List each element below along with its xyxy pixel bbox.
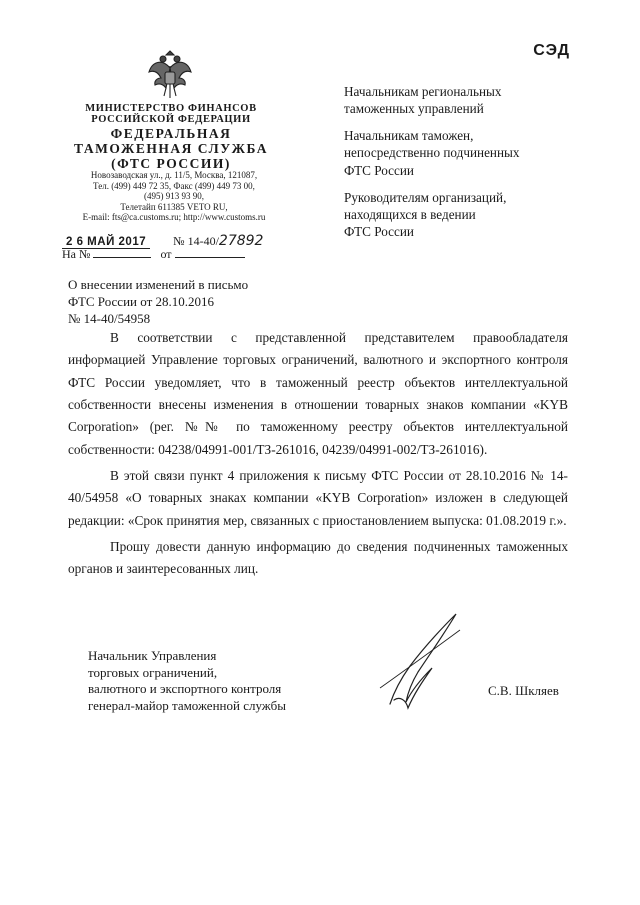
address-block xyxy=(60,170,288,223)
registration-number-handwritten: 27892 xyxy=(218,233,264,249)
reference-number-label: На № xyxy=(62,247,91,261)
address-line: Новозаводская ул., д. 11/5, Москва, 121087, xyxy=(90,170,258,180)
signatory-position xyxy=(88,648,286,715)
body-paragraph: Прошу довести данную информацию до сведения подчиненных таможенных органов и заинтересованных лиц. xyxy=(68,538,568,577)
position-line: торговых ограничений, xyxy=(88,664,218,680)
document-mark: СЭД xyxy=(533,42,570,59)
position-line: валютного и экспортного контроля xyxy=(88,681,282,697)
address-line: Тел. (499) 449 72 35, Факс (499) 449 73 00, xyxy=(93,180,255,191)
reference-line xyxy=(62,247,245,262)
recipient: Начальникам таможен, непосредственно подчиненных ФТС России xyxy=(344,128,520,178)
address-line: Телетайп 611385 VETO RU, xyxy=(120,201,228,212)
body-paragraph: В этой связи пункт 4 приложения к письму ФТС России от 28.10.2016 № 14-40/54958 «О товарных знаках компании «KYB Corporation» изложен в следующей редакции: «Срок принятия мер, связанных с приостановлением выпуска: 01.08.2019 г.». xyxy=(68,467,568,528)
service-name xyxy=(60,127,282,172)
body-paragraph: В соответствии с представленной представителем правообладателя информацией Управление торговых ограничений, валютного и экспортного контроля ФТС России уведомляет, что в таможенный реестр объектов интеллектуальной собственности внесены изменения в отношении товарных знаков компании «KYB Corporation» (рег. №№ по таможенному реестру объектов интеллектуальной собственности: 04238/04991-001/ТЗ-261016, 04239/04991-002/ТЗ-261016). xyxy=(68,330,568,457)
signatory-name: С.В. Шкляев xyxy=(488,683,559,698)
address-line: (495) 913 93 90, xyxy=(144,191,204,202)
service-line-3: (ФТС РОССИИ) xyxy=(111,155,231,171)
registration-number-prefix: № 14-40/ xyxy=(173,234,219,248)
reference-date-blank xyxy=(175,247,245,258)
recipients-block xyxy=(344,83,520,250)
handwritten-signature-icon xyxy=(360,604,480,724)
letter-body xyxy=(68,327,568,581)
recipient: Руководителям организаций, находящихся в ведении ФТС России xyxy=(344,189,507,240)
subject-block xyxy=(68,276,248,327)
position-line: генерал-майор таможенной службы xyxy=(88,697,286,713)
ministry-line-2: РОССИЙСКОЙ ФЕДЕРАЦИИ xyxy=(91,113,251,125)
service-line-1: ФЕДЕРАЛЬНАЯ xyxy=(110,126,232,141)
ministry-name xyxy=(60,104,282,125)
reference-number-blank xyxy=(93,247,151,258)
recipient: Начальникам региональных таможенных управлений xyxy=(344,84,502,117)
position-line: Начальник Управления xyxy=(88,648,217,663)
address-line: E-mail: fts@ca.customs.ru; http://www.customs.ru xyxy=(82,212,266,223)
date-stamp: 2 6 МАЙ 2017 xyxy=(62,236,150,249)
subject-line: ФТС России от 28.10.2016 xyxy=(68,294,215,310)
russian-coat-of-arms-emblem-icon xyxy=(144,50,196,102)
ministry-line-1: МИНИСТЕРСТВО ФИНАНСОВ xyxy=(85,103,257,114)
subject-line: О внесении изменений в письмо xyxy=(68,277,249,292)
subject-line: № 14-40/54958 xyxy=(68,311,151,327)
service-line-2: ТАМОЖЕННАЯ СЛУЖБА xyxy=(74,140,268,156)
reference-date-label: от xyxy=(160,247,172,261)
